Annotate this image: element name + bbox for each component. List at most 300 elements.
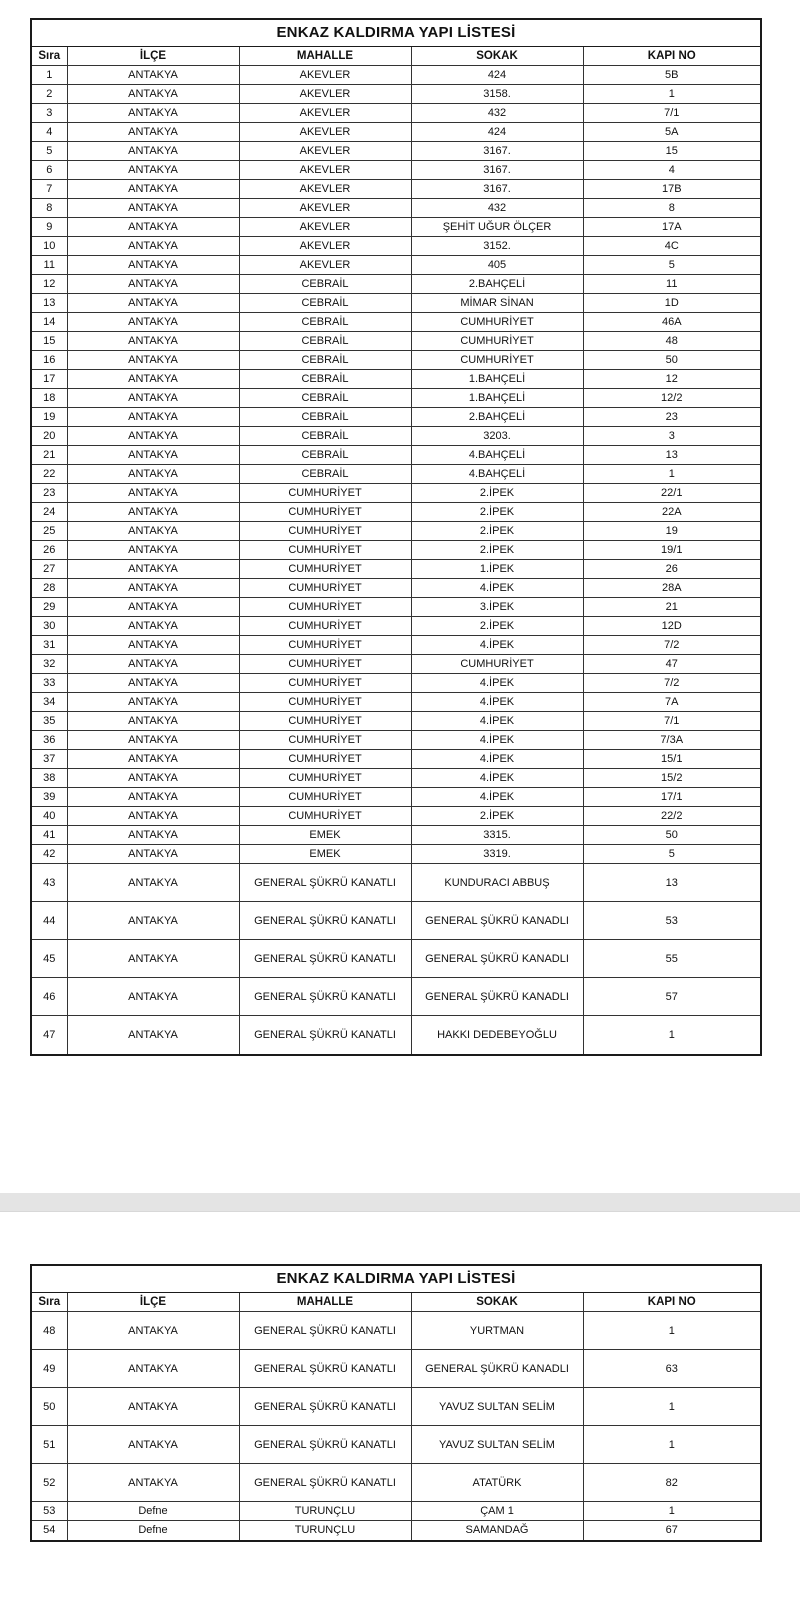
cell-kapi-no: 63	[583, 1350, 760, 1388]
cell-ilce: ANTAKYA	[67, 484, 239, 503]
table-row	[32, 256, 760, 275]
cell-sira: 47	[32, 1016, 67, 1054]
cell-sokak: 4.İPEK	[411, 769, 583, 788]
cell-sokak: ÇAM 1	[411, 1502, 583, 1521]
cell-sira: 19	[32, 408, 67, 427]
cell-sira: 45	[32, 940, 67, 978]
cell-kapi-no: 19/1	[583, 541, 760, 560]
cell-kapi-no: 7/1	[583, 104, 760, 123]
cell-ilce: ANTAKYA	[67, 693, 239, 712]
cell-mahalle: CUMHURİYET	[239, 788, 411, 807]
cell-kapi-no: 4	[583, 161, 760, 180]
table-row	[32, 636, 760, 655]
cell-sira: 21	[32, 446, 67, 465]
cell-ilce: ANTAKYA	[67, 123, 239, 142]
table-row	[32, 218, 760, 237]
cell-sokak: GENERAL ŞÜKRÜ KANADLI	[411, 978, 583, 1016]
table-row	[32, 750, 760, 769]
cell-kapi-no: 12	[583, 370, 760, 389]
cell-ilce: ANTAKYA	[67, 446, 239, 465]
cell-mahalle: GENERAL ŞÜKRÜ KANATLI	[239, 1464, 411, 1502]
cell-ilce: ANTAKYA	[67, 579, 239, 598]
cell-ilce: Defne	[67, 1502, 239, 1521]
table-row	[32, 598, 760, 617]
cell-sokak: 424	[411, 66, 583, 85]
cell-sira: 6	[32, 161, 67, 180]
cell-kapi-no: 13	[583, 446, 760, 465]
cell-sira: 13	[32, 294, 67, 313]
cell-sira: 36	[32, 731, 67, 750]
cell-ilce: ANTAKYA	[67, 845, 239, 864]
cell-sira: 38	[32, 769, 67, 788]
cell-kapi-no: 5A	[583, 123, 760, 142]
table-row	[32, 1464, 760, 1502]
cell-ilce: ANTAKYA	[67, 560, 239, 579]
cell-sira: 27	[32, 560, 67, 579]
cell-sokak: ŞEHİT UĞUR ÖLÇER	[411, 218, 583, 237]
table-row	[32, 826, 760, 845]
cell-sokak: 3.İPEK	[411, 598, 583, 617]
cell-kapi-no: 17A	[583, 218, 760, 237]
cell-sokak: 4.BAHÇELİ	[411, 446, 583, 465]
table-row	[32, 1521, 760, 1540]
cell-sira: 25	[32, 522, 67, 541]
table-row	[32, 446, 760, 465]
cell-sira: 40	[32, 807, 67, 826]
cell-sira: 28	[32, 579, 67, 598]
cell-sira: 52	[32, 1464, 67, 1502]
cell-sokak: YAVUZ SULTAN SELİM	[411, 1388, 583, 1426]
cell-sira: 9	[32, 218, 67, 237]
page-divider-line	[0, 1211, 800, 1212]
cell-kapi-no: 28A	[583, 579, 760, 598]
cell-ilce: ANTAKYA	[67, 1464, 239, 1502]
cell-ilce: ANTAKYA	[67, 389, 239, 408]
cell-sira: 10	[32, 237, 67, 256]
cell-mahalle: EMEK	[239, 826, 411, 845]
debris-table	[32, 1293, 760, 1540]
table-row	[32, 370, 760, 389]
cell-sokak: ATATÜRK	[411, 1464, 583, 1502]
table-row	[32, 560, 760, 579]
cell-kapi-no: 1	[583, 1312, 760, 1350]
cell-ilce: ANTAKYA	[67, 769, 239, 788]
cell-sokak: 3319.	[411, 845, 583, 864]
cell-sokak: 432	[411, 104, 583, 123]
cell-mahalle: AKEVLER	[239, 104, 411, 123]
cell-mahalle: CEBRAİL	[239, 446, 411, 465]
cell-sira: 5	[32, 142, 67, 161]
cell-kapi-no: 12/2	[583, 389, 760, 408]
debris-list-sheet-2	[30, 1264, 762, 1542]
cell-ilce: ANTAKYA	[67, 313, 239, 332]
cell-mahalle: CUMHURİYET	[239, 655, 411, 674]
cell-ilce: ANTAKYA	[67, 712, 239, 731]
table-row	[32, 142, 760, 161]
cell-mahalle: CUMHURİYET	[239, 807, 411, 826]
table-row	[32, 1350, 760, 1388]
col-header-mahalle: MAHALLE	[239, 47, 411, 66]
table-row	[32, 351, 760, 370]
cell-ilce: ANTAKYA	[67, 864, 239, 902]
cell-kapi-no: 1	[583, 1388, 760, 1426]
cell-mahalle: GENERAL ŞÜKRÜ KANATLI	[239, 902, 411, 940]
cell-sokak: 4.BAHÇELİ	[411, 465, 583, 484]
cell-ilce: ANTAKYA	[67, 351, 239, 370]
cell-ilce: ANTAKYA	[67, 275, 239, 294]
cell-sokak: GENERAL ŞÜKRÜ KANADLI	[411, 1350, 583, 1388]
cell-mahalle: CUMHURİYET	[239, 750, 411, 769]
cell-ilce: ANTAKYA	[67, 408, 239, 427]
cell-sira: 1	[32, 66, 67, 85]
cell-mahalle: GENERAL ŞÜKRÜ KANATLI	[239, 864, 411, 902]
cell-sokak: 3167.	[411, 142, 583, 161]
cell-sira: 37	[32, 750, 67, 769]
cell-ilce: ANTAKYA	[67, 104, 239, 123]
cell-sokak: 1.BAHÇELİ	[411, 389, 583, 408]
cell-sokak: MİMAR SİNAN	[411, 294, 583, 313]
cell-mahalle: CUMHURİYET	[239, 731, 411, 750]
cell-sira: 33	[32, 674, 67, 693]
cell-kapi-no: 7A	[583, 693, 760, 712]
cell-ilce: ANTAKYA	[67, 161, 239, 180]
cell-ilce: ANTAKYA	[67, 788, 239, 807]
table-row	[32, 807, 760, 826]
col-header-ilce: İLÇE	[67, 1293, 239, 1312]
cell-mahalle: CUMHURİYET	[239, 769, 411, 788]
cell-sira: 2	[32, 85, 67, 104]
cell-ilce: ANTAKYA	[67, 332, 239, 351]
cell-sokak: CUMHURİYET	[411, 313, 583, 332]
cell-kapi-no: 7/2	[583, 674, 760, 693]
cell-sokak: 3167.	[411, 180, 583, 199]
cell-ilce: ANTAKYA	[67, 522, 239, 541]
cell-mahalle: TURUNÇLU	[239, 1521, 411, 1540]
cell-mahalle: CEBRAİL	[239, 332, 411, 351]
cell-ilce: ANTAKYA	[67, 1388, 239, 1426]
col-header-kapi-no: KAPI NO	[583, 47, 760, 66]
cell-sira: 23	[32, 484, 67, 503]
cell-sira: 24	[32, 503, 67, 522]
cell-sira: 11	[32, 256, 67, 275]
cell-mahalle: CUMHURİYET	[239, 541, 411, 560]
cell-mahalle: CEBRAİL	[239, 313, 411, 332]
cell-kapi-no: 22/2	[583, 807, 760, 826]
cell-ilce: ANTAKYA	[67, 674, 239, 693]
cell-kapi-no: 22A	[583, 503, 760, 522]
table-row	[32, 104, 760, 123]
cell-mahalle: CUMHURİYET	[239, 484, 411, 503]
cell-mahalle: AKEVLER	[239, 237, 411, 256]
cell-sira: 17	[32, 370, 67, 389]
cell-ilce: ANTAKYA	[67, 218, 239, 237]
cell-mahalle: GENERAL ŞÜKRÜ KANATLI	[239, 1388, 411, 1426]
cell-sira: 31	[32, 636, 67, 655]
cell-sokak: 1.BAHÇELİ	[411, 370, 583, 389]
cell-mahalle: CEBRAİL	[239, 465, 411, 484]
table-row	[32, 294, 760, 313]
cell-ilce: ANTAKYA	[67, 237, 239, 256]
cell-mahalle: AKEVLER	[239, 218, 411, 237]
cell-mahalle: CUMHURİYET	[239, 617, 411, 636]
cell-sira: 42	[32, 845, 67, 864]
table-row	[32, 864, 760, 902]
cell-ilce: ANTAKYA	[67, 541, 239, 560]
cell-kapi-no: 67	[583, 1521, 760, 1540]
cell-mahalle: GENERAL ŞÜKRÜ KANATLI	[239, 940, 411, 978]
cell-sira: 22	[32, 465, 67, 484]
cell-sira: 51	[32, 1426, 67, 1464]
cell-kapi-no: 1	[583, 85, 760, 104]
cell-mahalle: AKEVLER	[239, 66, 411, 85]
cell-sira: 29	[32, 598, 67, 617]
cell-ilce: Defne	[67, 1521, 239, 1540]
cell-ilce: ANTAKYA	[67, 655, 239, 674]
cell-mahalle: CEBRAİL	[239, 275, 411, 294]
cell-ilce: ANTAKYA	[67, 731, 239, 750]
cell-sokak: 3203.	[411, 427, 583, 446]
cell-sokak: 2.İPEK	[411, 807, 583, 826]
cell-sira: 44	[32, 902, 67, 940]
table-row	[32, 769, 760, 788]
cell-sokak: 3167.	[411, 161, 583, 180]
cell-mahalle: AKEVLER	[239, 256, 411, 275]
cell-sokak: 405	[411, 256, 583, 275]
cell-kapi-no: 47	[583, 655, 760, 674]
cell-sira: 16	[32, 351, 67, 370]
cell-ilce: ANTAKYA	[67, 636, 239, 655]
cell-ilce: ANTAKYA	[67, 902, 239, 940]
cell-kapi-no: 7/1	[583, 712, 760, 731]
table-row	[32, 1388, 760, 1426]
cell-sira: 20	[32, 427, 67, 446]
table-row	[32, 237, 760, 256]
cell-sokak: CUMHURİYET	[411, 351, 583, 370]
cell-mahalle: CEBRAİL	[239, 408, 411, 427]
cell-mahalle: CEBRAİL	[239, 370, 411, 389]
cell-ilce: ANTAKYA	[67, 807, 239, 826]
sheet-title: ENKAZ KALDIRMA YAPI LİSTESİ	[32, 20, 760, 47]
cell-mahalle: GENERAL ŞÜKRÜ KANATLI	[239, 1312, 411, 1350]
cell-ilce: ANTAKYA	[67, 1350, 239, 1388]
cell-mahalle: TURUNÇLU	[239, 1502, 411, 1521]
cell-kapi-no: 17B	[583, 180, 760, 199]
cell-kapi-no: 1	[583, 1426, 760, 1464]
cell-sokak: 2.BAHÇELİ	[411, 408, 583, 427]
cell-sira: 30	[32, 617, 67, 636]
cell-mahalle: GENERAL ŞÜKRÜ KANATLI	[239, 978, 411, 1016]
cell-sira: 32	[32, 655, 67, 674]
cell-sira: 15	[32, 332, 67, 351]
cell-kapi-no: 50	[583, 351, 760, 370]
cell-sira: 18	[32, 389, 67, 408]
cell-sira: 48	[32, 1312, 67, 1350]
cell-sira: 35	[32, 712, 67, 731]
table-row	[32, 1016, 760, 1054]
table-row	[32, 465, 760, 484]
cell-ilce: ANTAKYA	[67, 1312, 239, 1350]
cell-sokak: YAVUZ SULTAN SELİM	[411, 1426, 583, 1464]
cell-sokak: 4.İPEK	[411, 693, 583, 712]
table-row	[32, 845, 760, 864]
cell-sokak: SAMANDAĞ	[411, 1521, 583, 1540]
cell-sokak: 424	[411, 123, 583, 142]
cell-mahalle: GENERAL ŞÜKRÜ KANATLI	[239, 1426, 411, 1464]
cell-mahalle: AKEVLER	[239, 85, 411, 104]
table-row	[32, 332, 760, 351]
cell-sokak: 4.İPEK	[411, 788, 583, 807]
cell-sokak: 3315.	[411, 826, 583, 845]
cell-sira: 3	[32, 104, 67, 123]
cell-mahalle: CUMHURİYET	[239, 598, 411, 617]
table-row	[32, 484, 760, 503]
cell-kapi-no: 15/2	[583, 769, 760, 788]
table-row	[32, 503, 760, 522]
cell-sira: 26	[32, 541, 67, 560]
table-row	[32, 731, 760, 750]
cell-mahalle: AKEVLER	[239, 161, 411, 180]
cell-mahalle: GENERAL ŞÜKRÜ KANATLI	[239, 1350, 411, 1388]
cell-sira: 14	[32, 313, 67, 332]
cell-sokak: 2.İPEK	[411, 617, 583, 636]
cell-mahalle: CEBRAİL	[239, 351, 411, 370]
cell-sokak: 4.İPEK	[411, 636, 583, 655]
col-header-sokak: SOKAK	[411, 47, 583, 66]
page-divider	[0, 1193, 800, 1211]
cell-mahalle: GENERAL ŞÜKRÜ KANATLI	[239, 1016, 411, 1054]
cell-sokak: 4.İPEK	[411, 579, 583, 598]
cell-ilce: ANTAKYA	[67, 617, 239, 636]
table-row	[32, 940, 760, 978]
cell-sokak: 4.İPEK	[411, 674, 583, 693]
cell-ilce: ANTAKYA	[67, 370, 239, 389]
table-row	[32, 1426, 760, 1464]
cell-mahalle: CUMHURİYET	[239, 674, 411, 693]
cell-kapi-no: 1	[583, 465, 760, 484]
cell-ilce: ANTAKYA	[67, 940, 239, 978]
col-header-sira: Sıra	[32, 1293, 67, 1312]
table-row	[32, 199, 760, 218]
cell-sokak: 1.İPEK	[411, 560, 583, 579]
cell-sokak: 4.İPEK	[411, 750, 583, 769]
cell-mahalle: CUMHURİYET	[239, 579, 411, 598]
cell-kapi-no: 48	[583, 332, 760, 351]
table-row	[32, 674, 760, 693]
cell-ilce: ANTAKYA	[67, 85, 239, 104]
cell-mahalle: CEBRAİL	[239, 389, 411, 408]
cell-mahalle: CUMHURİYET	[239, 693, 411, 712]
cell-kapi-no: 1D	[583, 294, 760, 313]
cell-kapi-no: 8	[583, 199, 760, 218]
cell-mahalle: CUMHURİYET	[239, 560, 411, 579]
cell-sokak: 432	[411, 199, 583, 218]
table-row	[32, 617, 760, 636]
cell-mahalle: CEBRAİL	[239, 294, 411, 313]
table-row	[32, 123, 760, 142]
cell-ilce: ANTAKYA	[67, 180, 239, 199]
cell-kapi-no: 5	[583, 845, 760, 864]
cell-sokak: CUMHURİYET	[411, 655, 583, 674]
col-header-mahalle: MAHALLE	[239, 1293, 411, 1312]
table-row	[32, 161, 760, 180]
cell-ilce: ANTAKYA	[67, 750, 239, 769]
cell-sira: 41	[32, 826, 67, 845]
table-row	[32, 180, 760, 199]
cell-sokak: KUNDURACI ABBUŞ	[411, 864, 583, 902]
cell-mahalle: AKEVLER	[239, 142, 411, 161]
cell-kapi-no: 1	[583, 1502, 760, 1521]
cell-kapi-no: 26	[583, 560, 760, 579]
cell-kapi-no: 55	[583, 940, 760, 978]
cell-sira: 54	[32, 1521, 67, 1540]
cell-sira: 12	[32, 275, 67, 294]
cell-ilce: ANTAKYA	[67, 256, 239, 275]
cell-sira: 7	[32, 180, 67, 199]
cell-kapi-no: 15/1	[583, 750, 760, 769]
cell-ilce: ANTAKYA	[67, 503, 239, 522]
table-row	[32, 1312, 760, 1350]
header-row	[32, 1293, 760, 1312]
cell-kapi-no: 4C	[583, 237, 760, 256]
cell-kapi-no: 1	[583, 1016, 760, 1054]
table-row	[32, 66, 760, 85]
table-row	[32, 408, 760, 427]
cell-sira: 34	[32, 693, 67, 712]
cell-kapi-no: 22/1	[583, 484, 760, 503]
cell-kapi-no: 53	[583, 902, 760, 940]
cell-sira: 39	[32, 788, 67, 807]
cell-kapi-no: 5B	[583, 66, 760, 85]
cell-sokak: GENERAL ŞÜKRÜ KANADLI	[411, 902, 583, 940]
table-row	[32, 579, 760, 598]
cell-kapi-no: 21	[583, 598, 760, 617]
cell-ilce: ANTAKYA	[67, 1016, 239, 1054]
cell-mahalle: AKEVLER	[239, 199, 411, 218]
table-row	[32, 902, 760, 940]
cell-mahalle: AKEVLER	[239, 180, 411, 199]
cell-ilce: ANTAKYA	[67, 465, 239, 484]
cell-ilce: ANTAKYA	[67, 978, 239, 1016]
cell-sokak: 2.İPEK	[411, 503, 583, 522]
table-row	[32, 275, 760, 294]
cell-kapi-no: 5	[583, 256, 760, 275]
cell-kapi-no: 46A	[583, 313, 760, 332]
cell-sokak: GENERAL ŞÜKRÜ KANADLI	[411, 940, 583, 978]
cell-sokak: 2.BAHÇELİ	[411, 275, 583, 294]
cell-sokak: CUMHURİYET	[411, 332, 583, 351]
table-row	[32, 693, 760, 712]
cell-mahalle: AKEVLER	[239, 123, 411, 142]
table-row	[32, 522, 760, 541]
cell-sira: 4	[32, 123, 67, 142]
table-row	[32, 389, 760, 408]
cell-sokak: 4.İPEK	[411, 712, 583, 731]
cell-kapi-no: 7/3A	[583, 731, 760, 750]
cell-kapi-no: 12D	[583, 617, 760, 636]
cell-mahalle: CUMHURİYET	[239, 712, 411, 731]
cell-sokak: 2.İPEK	[411, 522, 583, 541]
table-row	[32, 85, 760, 104]
cell-sira: 8	[32, 199, 67, 218]
table-row	[32, 712, 760, 731]
table-row	[32, 788, 760, 807]
col-header-sokak: SOKAK	[411, 1293, 583, 1312]
cell-kapi-no: 57	[583, 978, 760, 1016]
table-row	[32, 978, 760, 1016]
col-header-ilce: İLÇE	[67, 47, 239, 66]
cell-kapi-no: 7/2	[583, 636, 760, 655]
cell-mahalle: CUMHURİYET	[239, 636, 411, 655]
